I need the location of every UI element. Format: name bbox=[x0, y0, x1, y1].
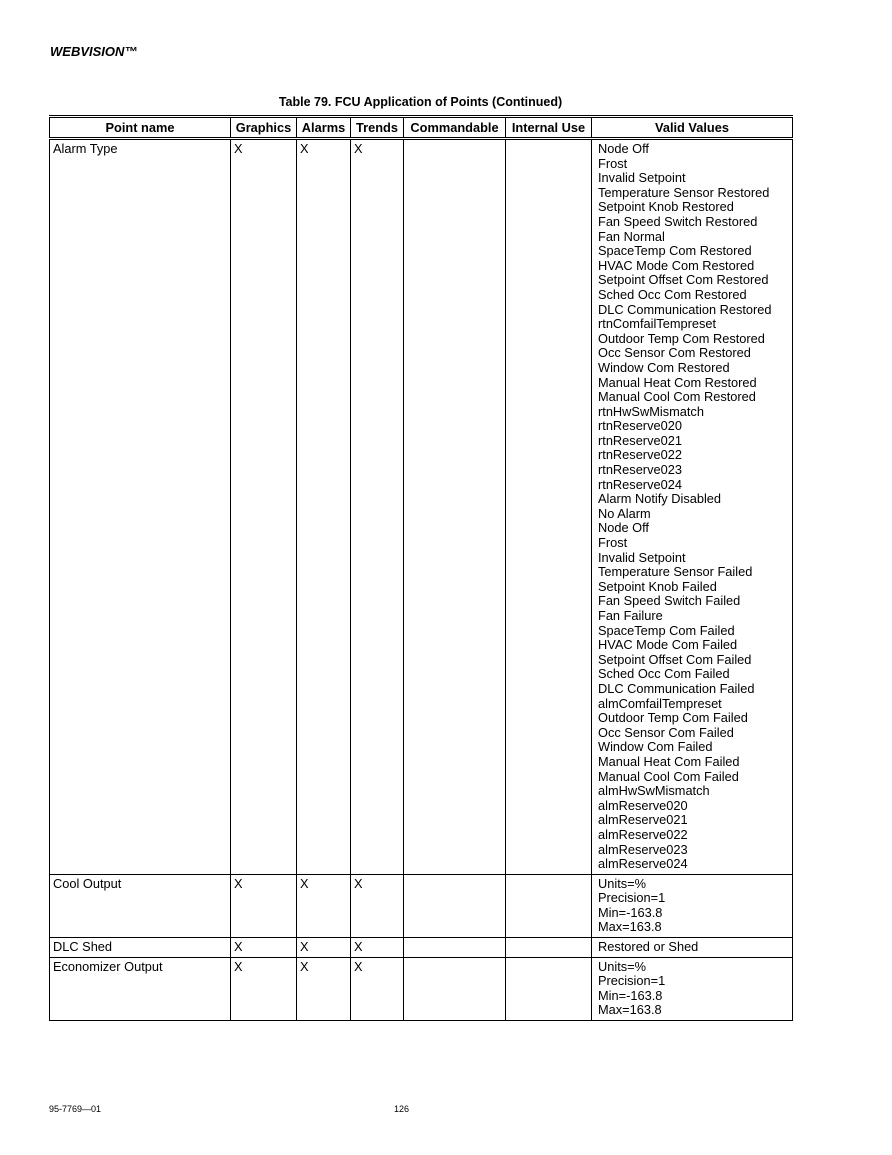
column-header-alarms: Alarms bbox=[297, 117, 351, 139]
valid-value: Frost bbox=[598, 535, 628, 551]
internal-use-cell bbox=[506, 139, 592, 875]
graphics-cell: X bbox=[231, 957, 297, 1020]
column-header-internal-use: Internal Use bbox=[506, 117, 592, 139]
valid-value: Invalid Setpoint bbox=[598, 170, 686, 186]
valid-value: Manual Cool Com Restored bbox=[598, 389, 756, 405]
table-caption: Table 79. FCU Application of Points (Continued) bbox=[278, 95, 563, 109]
valid-value: Invalid Setpoint bbox=[598, 549, 686, 565]
table-header-row bbox=[50, 117, 793, 139]
valid-value: Units=% bbox=[598, 958, 647, 974]
trends-cell: X bbox=[351, 139, 404, 875]
valid-value: almComfailTempreset bbox=[598, 695, 722, 711]
valid-value: Occ Sensor Com Failed bbox=[598, 724, 734, 740]
table-row bbox=[50, 139, 793, 875]
valid-values-cell bbox=[592, 139, 793, 875]
valid-value: Alarm Notify Disabled bbox=[598, 491, 722, 507]
alarms-cell: X bbox=[297, 139, 351, 875]
valid-value: Fan Normal bbox=[598, 228, 665, 244]
running-header: WEBVISION™ bbox=[50, 44, 138, 59]
column-header-trends: Trends bbox=[351, 117, 404, 139]
points-table bbox=[49, 115, 793, 1021]
valid-value: Frost bbox=[598, 155, 628, 171]
valid-value: Sched Occ Com Failed bbox=[598, 666, 730, 682]
alarms-cell: X bbox=[297, 874, 351, 937]
valid-value: almReserve022 bbox=[598, 826, 688, 842]
table-body bbox=[50, 139, 793, 1021]
graphics-cell: X bbox=[231, 139, 297, 875]
point-name-cell: Alarm Type bbox=[50, 139, 231, 875]
graphics-cell: X bbox=[231, 938, 297, 958]
trends-cell: X bbox=[351, 957, 404, 1020]
valid-value: rtnReserve021 bbox=[598, 432, 682, 448]
valid-values-cell bbox=[592, 874, 793, 937]
valid-values-cell bbox=[592, 957, 793, 1020]
valid-value: Min=-163.8 bbox=[598, 904, 663, 920]
valid-value: Fan Failure bbox=[598, 608, 663, 623]
valid-value: Setpoint Knob Failed bbox=[598, 578, 717, 594]
trends-cell: X bbox=[351, 874, 404, 937]
valid-value: Fan Speed Switch Failed bbox=[598, 593, 741, 609]
valid-value: Max=163.8 bbox=[598, 1002, 662, 1018]
alarms-cell: X bbox=[297, 957, 351, 1020]
valid-value: Occ Sensor Com Restored bbox=[598, 345, 751, 361]
valid-value: HVAC Mode Com Failed bbox=[598, 637, 738, 653]
valid-value: rtnReserve024 bbox=[598, 476, 682, 492]
valid-value: Restored or Shed bbox=[598, 939, 699, 955]
valid-value: Outdoor Temp Com Failed bbox=[598, 710, 748, 726]
table-row bbox=[50, 874, 793, 937]
point-name-cell: Cool Output bbox=[50, 874, 231, 937]
valid-value: Setpoint Offset Com Failed bbox=[598, 651, 752, 667]
valid-value: Manual Heat Com Failed bbox=[598, 753, 740, 769]
valid-value: Manual Heat Com Restored bbox=[598, 374, 757, 390]
table-row bbox=[50, 957, 793, 1020]
valid-value: Window Com Failed bbox=[598, 739, 713, 755]
valid-value: almReserve020 bbox=[598, 797, 688, 813]
valid-value: Fan Speed Switch Restored bbox=[598, 213, 758, 229]
internal-use-cell bbox=[506, 938, 592, 958]
column-header-point-name: Point name bbox=[50, 117, 231, 139]
valid-value: almReserve021 bbox=[598, 812, 688, 828]
valid-value: HVAC Mode Com Restored bbox=[598, 257, 755, 273]
valid-value: rtnComfailTempreset bbox=[598, 316, 717, 332]
valid-value: Sched Occ Com Restored bbox=[598, 286, 747, 302]
valid-value: Window Com Restored bbox=[598, 359, 730, 375]
valid-value: almReserve024 bbox=[598, 856, 688, 872]
graphics-cell: X bbox=[231, 874, 297, 937]
valid-value: Node Off bbox=[598, 520, 649, 536]
valid-value: Setpoint Offset Com Restored bbox=[598, 272, 769, 288]
commandable-cell bbox=[404, 874, 506, 937]
alarms-cell: X bbox=[297, 938, 351, 958]
valid-value: DLC Communication Restored bbox=[598, 301, 772, 317]
trends-cell: X bbox=[351, 938, 404, 958]
valid-value: almReserve023 bbox=[598, 841, 688, 857]
commandable-cell bbox=[404, 957, 506, 1020]
valid-value: Max=163.8 bbox=[598, 919, 662, 935]
internal-use-cell bbox=[506, 957, 592, 1020]
commandable-cell bbox=[404, 139, 506, 875]
page-number: 126 bbox=[394, 1104, 410, 1114]
valid-values-cell bbox=[592, 938, 793, 958]
point-name-cell: DLC Shed bbox=[50, 938, 231, 958]
valid-value: rtnHwSwMismatch bbox=[598, 403, 704, 419]
column-header-valid-values: Valid Values bbox=[592, 117, 793, 139]
valid-value: Precision=1 bbox=[598, 973, 666, 989]
valid-value: Node Off bbox=[598, 141, 649, 156]
valid-value: Manual Cool Com Failed bbox=[598, 768, 739, 784]
valid-value: DLC Communication Failed bbox=[598, 680, 755, 696]
valid-value: SpaceTemp Com Failed bbox=[598, 622, 735, 638]
valid-value: No Alarm bbox=[598, 505, 651, 521]
valid-value: Outdoor Temp Com Restored bbox=[598, 330, 765, 346]
point-name-cell: Economizer Output bbox=[50, 957, 231, 1020]
valid-value: rtnReserve022 bbox=[598, 447, 682, 463]
commandable-cell bbox=[404, 938, 506, 958]
internal-use-cell bbox=[506, 874, 592, 937]
valid-value: Setpoint Knob Restored bbox=[598, 199, 734, 215]
column-header-commandable: Commandable bbox=[404, 117, 506, 139]
document-number: 95-7769—01 bbox=[49, 1104, 102, 1114]
valid-value: Precision=1 bbox=[598, 890, 666, 906]
valid-value: Temperature Sensor Failed bbox=[598, 564, 753, 580]
valid-value: SpaceTemp Com Restored bbox=[598, 243, 752, 259]
table-row bbox=[50, 938, 793, 958]
valid-value: rtnReserve023 bbox=[598, 462, 682, 478]
column-header-graphics: Graphics bbox=[231, 117, 297, 139]
valid-value: Temperature Sensor Restored bbox=[598, 184, 770, 200]
valid-value: Min=-163.8 bbox=[598, 987, 663, 1003]
valid-value: Units=% bbox=[598, 875, 647, 891]
valid-value: almHwSwMismatch bbox=[598, 783, 710, 799]
valid-value: rtnReserve020 bbox=[598, 418, 682, 434]
